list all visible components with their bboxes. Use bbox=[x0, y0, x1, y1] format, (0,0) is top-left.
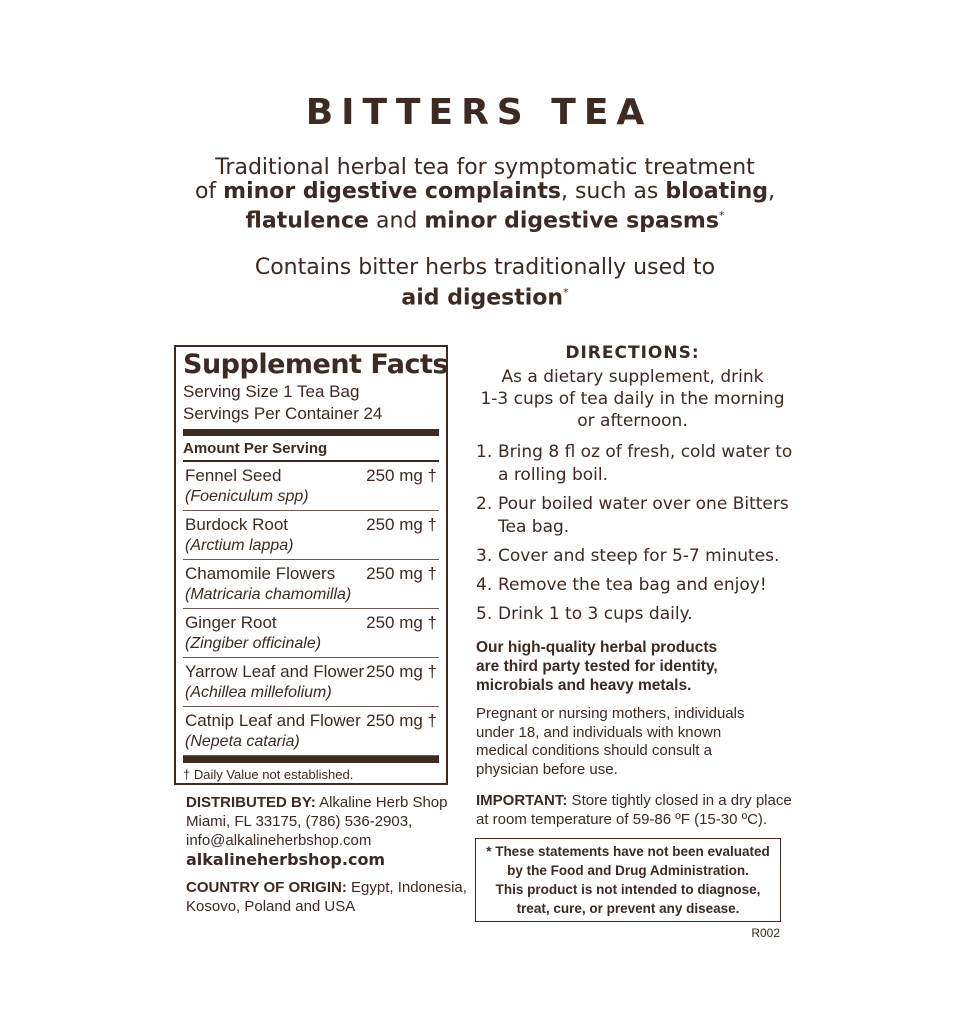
amount-per-serving-header: Amount Per Serving bbox=[183, 436, 439, 462]
fda-disclaimer-box bbox=[475, 838, 781, 922]
divider bbox=[183, 756, 439, 763]
ingredient-row bbox=[183, 462, 439, 511]
ingredient-latin-name: (Matricaria chamomilla) bbox=[185, 586, 352, 603]
disclaimer-line: This product is not intended to diagnose, bbox=[495, 882, 761, 897]
label-code: R002 bbox=[751, 926, 780, 940]
directions-intro-line: or afternoon. bbox=[577, 411, 688, 431]
ingredient-amount: 250 mg † bbox=[366, 662, 437, 681]
directions-heading: DIRECTIONS: bbox=[565, 343, 700, 363]
ingredient-amount: 250 mg † bbox=[366, 515, 437, 534]
step-text: Pour boiled water over one Bitters bbox=[498, 494, 789, 514]
intro-emphasis: minor digestive spasms bbox=[424, 208, 719, 234]
direction-step bbox=[476, 603, 796, 626]
ingredient-name: Chamomile Flowers bbox=[185, 564, 336, 583]
direction-step bbox=[476, 545, 796, 568]
directions-intro-line: 1-3 cups of tea daily in the morning bbox=[480, 389, 785, 409]
claim-emphasis: aid digestion bbox=[401, 285, 564, 311]
step-text: Bring 8 fl oz of fresh, cold water to bbox=[498, 442, 793, 462]
ingredient-amount: 250 mg † bbox=[366, 466, 437, 485]
product-title: BITTERS TEA bbox=[305, 92, 653, 133]
direction-step bbox=[476, 441, 796, 487]
ingredient-latin-name: (Foeniculum spp) bbox=[185, 488, 309, 505]
step-number: 4. bbox=[476, 575, 493, 595]
intro-claim bbox=[140, 156, 830, 233]
step-text: Drink 1 to 3 cups daily. bbox=[498, 604, 693, 624]
warning-line: under 18, and individuals with known bbox=[476, 723, 722, 741]
disclaimer-line: treat, cure, or prevent any disease. bbox=[516, 901, 740, 916]
storage-label: IMPORTANT: bbox=[476, 792, 568, 809]
supplement-facts-panel bbox=[174, 345, 448, 785]
ingredient-latin-name: (Zingiber officinale) bbox=[185, 635, 322, 652]
step-number: 5. bbox=[476, 604, 493, 624]
step-number: 3. bbox=[476, 546, 493, 566]
origin-line bbox=[186, 878, 476, 897]
storage-instructions bbox=[476, 791, 796, 829]
quality-line: Our high-quality herbal products bbox=[476, 639, 718, 656]
ingredient-latin-name: (Nepeta cataria) bbox=[185, 733, 300, 750]
intro-line-2 bbox=[140, 180, 830, 204]
pregnancy-warning bbox=[476, 705, 776, 779]
distributor-email: info@alkalineherbshop.com bbox=[186, 832, 372, 849]
daily-value-note: † Daily Value not established. bbox=[183, 767, 354, 782]
quality-line: microbials and heavy metals. bbox=[476, 677, 692, 694]
intro-text: , such as bbox=[560, 179, 666, 204]
divider bbox=[183, 429, 439, 436]
claim-line-1: Contains bitter herbs traditionally used to bbox=[254, 255, 716, 280]
origin-countries: Kosovo, Poland and USA bbox=[186, 898, 356, 915]
step-text: Tea bag. bbox=[498, 517, 570, 537]
ingredient-name: Ginger Root bbox=[185, 613, 277, 632]
distributor-website: alkalineherbshop.com bbox=[186, 850, 386, 869]
step-text: Cover and steep for 5-7 minutes. bbox=[498, 546, 780, 566]
asterisk: * bbox=[563, 286, 569, 299]
intro-emphasis: flatulence bbox=[245, 208, 369, 234]
asterisk: * bbox=[718, 209, 725, 222]
ingredient-latin-name: (Arctium lappa) bbox=[185, 537, 294, 554]
ingredient-name: Fennel Seed bbox=[185, 466, 282, 485]
step-number: 2. bbox=[476, 494, 493, 514]
disclaimer-line: * These statements have not been evaluated bbox=[486, 844, 770, 859]
direction-step bbox=[476, 493, 796, 539]
ingredient-amount: 250 mg † bbox=[366, 711, 437, 730]
ingredient-latin-name: (Achillea millefolium) bbox=[185, 684, 332, 701]
step-text: Remove the tea bag and enjoy! bbox=[498, 575, 767, 595]
distributor-info bbox=[186, 793, 476, 870]
storage-text: at room temperature of 59-86 ºF (15-30 ºC). bbox=[476, 811, 768, 828]
warning-line: medical conditions should consult a bbox=[476, 742, 712, 759]
ingredient-row bbox=[183, 707, 439, 756]
distributor-name: Alkaline Herb Shop bbox=[315, 794, 448, 811]
ingredient-row bbox=[183, 609, 439, 658]
quality-statement bbox=[476, 638, 776, 695]
warning-line: Pregnant or nursing mothers, individuals bbox=[476, 705, 745, 722]
servings-per-container: Servings Per Container 24 bbox=[183, 404, 383, 423]
ingredient-row bbox=[183, 560, 439, 609]
intro-emphasis: minor digestive complaints bbox=[223, 179, 561, 204]
bitter-herbs-claim bbox=[180, 255, 790, 310]
distributor-address: Miami, FL 33175, (786) 536-2903, bbox=[186, 813, 413, 830]
claim-line-2 bbox=[180, 280, 790, 310]
step-text: a rolling boil. bbox=[498, 465, 609, 485]
step-number: 1. bbox=[476, 442, 493, 462]
origin-label: COUNTRY OF ORIGIN: bbox=[186, 879, 347, 896]
ingredient-name: Burdock Root bbox=[185, 515, 288, 534]
directions-steps bbox=[476, 441, 796, 632]
intro-text: of bbox=[194, 179, 224, 204]
disclaimer-line: by the Food and Drug Administration. bbox=[507, 863, 749, 878]
intro-line-3 bbox=[140, 204, 830, 233]
directions-intro bbox=[480, 366, 785, 432]
intro-line-1: Traditional herbal tea for symptomatic treatment bbox=[215, 155, 755, 180]
direction-step bbox=[476, 574, 796, 597]
ingredient-name: Catnip Leaf and Flower bbox=[185, 711, 361, 730]
directions-intro-line: As a dietary supplement, drink bbox=[501, 367, 764, 387]
ingredient-amount: 250 mg † bbox=[366, 613, 437, 632]
serving-size: Serving Size 1 Tea Bag bbox=[183, 382, 360, 401]
quality-line: are third party tested for identity, bbox=[476, 658, 718, 675]
origin-countries: Egypt, Indonesia, bbox=[346, 879, 467, 896]
intro-text: , bbox=[768, 179, 776, 204]
distributor-line bbox=[186, 793, 476, 812]
storage-text: Store tightly closed in a dry place bbox=[567, 792, 792, 809]
facts-title: Supplement Facts bbox=[183, 349, 448, 380]
ingredient-row bbox=[183, 511, 439, 560]
warning-line: physician before use. bbox=[476, 760, 618, 778]
ingredient-amount: 250 mg † bbox=[366, 564, 437, 583]
storage-line bbox=[476, 791, 796, 810]
intro-emphasis: bloating bbox=[665, 179, 769, 204]
intro-text: and bbox=[368, 208, 425, 234]
ingredient-name: Yarrow Leaf and Flower bbox=[185, 662, 365, 681]
country-of-origin bbox=[186, 878, 476, 916]
distributor-label: DISTRIBUTED BY: bbox=[186, 794, 316, 811]
ingredient-row bbox=[183, 658, 439, 707]
